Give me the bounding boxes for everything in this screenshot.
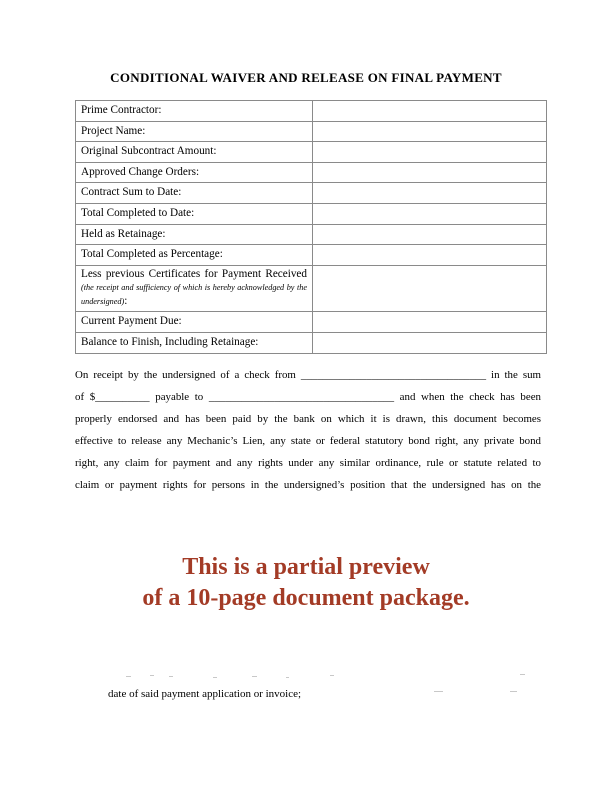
- row-value-field: [313, 163, 546, 183]
- row-value-field: [313, 266, 546, 312]
- paragraph-line: of $__________ payable to __________________________________ and when the check has been: [75, 391, 541, 403]
- paragraph-line: effective to release any Mechanic’s Lien, any state or federal statutory bond right, any private bond: [75, 435, 541, 447]
- row-label: Balance to Finish, Including Retainage:: [76, 333, 313, 354]
- artifact-mark: [520, 674, 525, 675]
- artifact-mark: [330, 675, 334, 676]
- document-title: CONDITIONAL WAIVER AND RELEASE ON FINAL PAYMENT: [110, 70, 502, 85]
- table-row-project-name: [76, 122, 546, 143]
- table-row-balance-to-finish: [76, 333, 546, 354]
- paragraph-line: claim or payment rights for persons in the undersigned’s position that the undersigned has on the: [75, 479, 541, 491]
- row-value-field: [313, 142, 546, 162]
- preview-notice-line1: This is a partial preview: [182, 554, 430, 580]
- table-row-prime-contractor: [76, 101, 546, 122]
- paragraph-line: properly endorsed and has been paid by the bank on which it is drawn, this document becomes: [75, 413, 541, 425]
- payment-details-table: [75, 100, 547, 354]
- row-label-main: Less previous Certificates for Payment Received: [81, 267, 307, 280]
- row-label: Original Subcontract Amount:: [76, 142, 313, 162]
- table-row-current-payment-due: [76, 312, 546, 333]
- row-value-field: [313, 101, 546, 121]
- table-row-total-completed-as-percentage: [76, 245, 546, 266]
- table-row-approved-change-orders: [76, 163, 546, 184]
- row-value-field: [313, 245, 546, 265]
- row-value-field: [313, 204, 546, 224]
- table-row-total-completed-to-date: [76, 204, 546, 225]
- row-label: Project Name:: [76, 122, 313, 142]
- row-label: Current Payment Due:: [76, 312, 313, 332]
- row-label: Total Completed to Date:: [76, 204, 313, 224]
- row-value-field: [313, 333, 546, 354]
- row-label: [76, 266, 313, 312]
- row-label: Approved Change Orders:: [76, 163, 313, 183]
- partial-preview-notice: [0, 552, 612, 614]
- artifact-mark: [150, 675, 154, 676]
- table-row-held-as-retainage: [76, 225, 546, 246]
- row-value-field: [313, 312, 546, 332]
- paragraph-line: right, any claim for payment and any rights under any similar ordinance, rule or statute related to: [75, 457, 541, 469]
- row-label-suffix: :: [124, 294, 128, 307]
- artifact-mark: [510, 691, 517, 692]
- row-label: Held as Retainage:: [76, 225, 313, 245]
- artifact-mark: [126, 676, 131, 677]
- row-label: Total Completed as Percentage:: [76, 245, 313, 265]
- table-row-less-previous-certificates: [76, 266, 546, 313]
- paragraph-line: On receipt by the undersigned of a check from __________________________________ in the sum: [75, 369, 541, 381]
- row-value-field: [313, 183, 546, 203]
- table-row-contract-sum-to-date: [76, 183, 546, 204]
- artifact-mark: [434, 691, 443, 692]
- table-row-original-subcontract-amount: [76, 142, 546, 163]
- row-label: Prime Contractor:: [76, 101, 313, 121]
- artifact-mark: [252, 676, 257, 677]
- artifact-mark: [286, 677, 289, 678]
- footer-text-fragment: date of said payment application or invoice;: [108, 688, 302, 700]
- row-label-note: (the receipt and sufficiency of which is hereby acknowledged by the undersigned): [81, 283, 307, 306]
- artifact-mark: [213, 677, 217, 678]
- preview-notice-line2: of a 10-page document package.: [142, 585, 470, 611]
- row-value-field: [313, 122, 546, 142]
- row-value-field: [313, 225, 546, 245]
- artifact-mark: [169, 676, 173, 677]
- conditional-release-paragraph: [75, 364, 541, 496]
- row-label: Contract Sum to Date:: [76, 183, 313, 203]
